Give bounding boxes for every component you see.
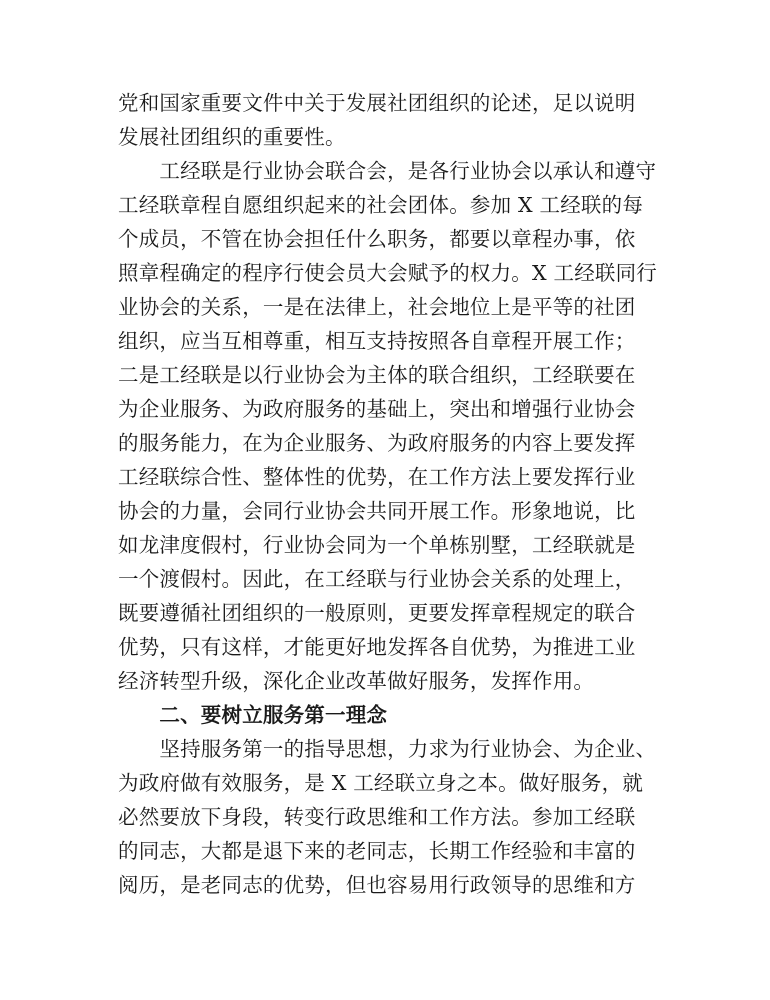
text-line: 一个渡假村。因此，在工经联与行业协会关系的处理上， (118, 567, 636, 591)
text-line: 个成员，不管在协会担任什么职务，都要以章程办事，依 (118, 227, 636, 251)
text-line: 二是工经联是以行业协会为主体的联合组织，工经联要在 (118, 363, 636, 387)
section-heading: 二、要树立服务第一理念 (118, 703, 388, 727)
text-line: 必然要放下身段，转变行政思维和工作方法。参加工经联 (118, 805, 636, 829)
text-line: 如龙津度假村，行业协会同为一个单栋别墅，工经联就是 (118, 533, 636, 557)
text-line: 为政府做有效服务，是 X 工经联立身之本。做好服务，就 (118, 771, 644, 795)
text-line: 业协会的关系，一是在法律上，社会地位上是平等的社团 (118, 295, 636, 319)
paragraph-start-line: 工经联是行业协会联合会，是各行业协会以承认和遵守 (118, 159, 657, 183)
text-line: 的服务能力，在为企业服务、为政府服务的内容上要发挥 (118, 431, 636, 455)
text-line: 既要遵循社团组织的一般原则，更要发挥章程规定的联合 (118, 601, 636, 625)
text-line: 的同志，大都是退下来的老同志，长期工作经验和丰富的 (118, 839, 636, 863)
paragraph-start-line: 坚持服务第一的指导思想，力求为行业协会、为企业、 (118, 737, 657, 761)
text-line: 党和国家重要文件中关于发展社团组织的论述，足以说明 (118, 91, 636, 115)
text-line: 优势，只有这样，才能更好地发挥各自优势，为推进工业 (118, 635, 636, 659)
text-line: 发展社团组织的重要性。 (118, 125, 346, 149)
text-line: 组织，应当互相尊重，相互支持按照各自章程开展工作； (118, 329, 636, 353)
text-line: 协会的力量，会同行业协会共同开展工作。形象地说，比 (118, 499, 636, 523)
text-line: 工经联章程自愿组织起来的社会团体。参加 X 工经联的每 (118, 193, 644, 217)
text-line: 工经联综合性、整体性的优势，在工作方法上要发挥行业 (118, 465, 636, 489)
text-line: 为企业服务、为政府服务的基础上，突出和增强行业协会 (118, 397, 636, 421)
text-line: 阅历，是老同志的优势，但也容易用行政领导的思维和方 (118, 873, 636, 897)
text-line: 照章程确定的程序行使会员大会赋予的权力。X 工经联同行 (118, 261, 658, 285)
text-line: 经济转型升级，深化企业改革做好服务，发挥作用。 (118, 669, 595, 693)
